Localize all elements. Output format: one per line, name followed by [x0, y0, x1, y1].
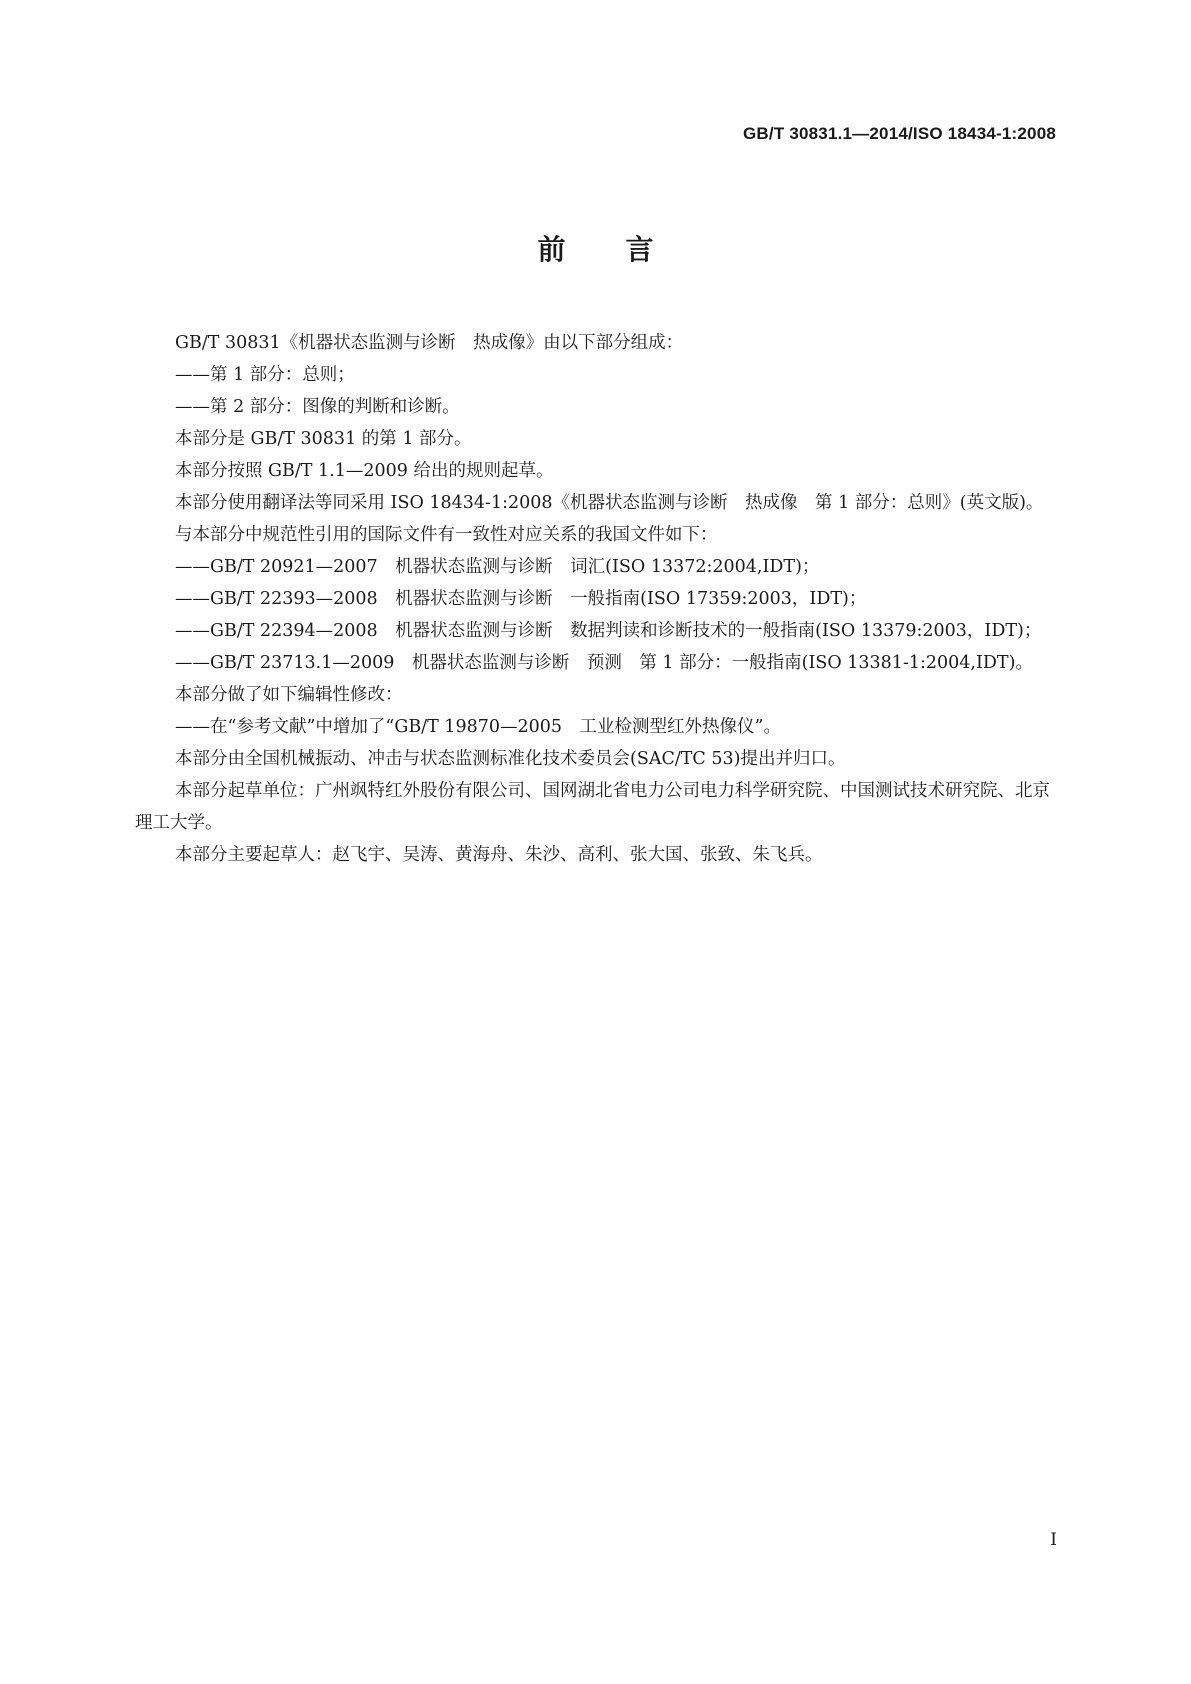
correspondence-item: ——GB/T 22394—2008 机器状态监测与诊断 数据判读和诊断技术的一般指南(ISO 13379:2003，IDT)；: [175, 621, 1042, 641]
correspondence-item: ——GB/T 22393—2008 机器状态监测与诊断 一般指南(ISO 17359:2003，IDT)；: [175, 589, 867, 609]
part-item: ——第 1 部分：总则；: [175, 365, 355, 385]
correspondence-item: ——GB/T 20921—2007 机器状态监测与诊断 词汇(ISO 13372:2004,IDT)；: [175, 557, 820, 577]
edit-item: ——在“参考文献”中增加了“GB/T 19870—2005 工业检测型红外热像仪”。: [175, 717, 781, 737]
drafting-rules-paragraph: 本部分按照 GB/T 1.1—2009 给出的规则起草。: [175, 461, 554, 481]
part-item: ——第 2 部分：图像的判断和诊断。: [175, 397, 460, 417]
edits-intro: 本部分做了如下编辑性修改：: [175, 685, 403, 705]
intro-paragraph: GB/T 30831《机器状态监测与诊断 热成像》由以下部分组成：: [175, 333, 684, 353]
standard-code: GB/T 30831.1—2014/ISO 18434-1:2008: [743, 124, 1056, 143]
page-number: I: [1050, 1530, 1057, 1550]
proposer-paragraph: 本部分由全国机械振动、冲击与状态监测标准化技术委员会(SAC/TC 53)提出并归口。: [175, 749, 846, 769]
page-title: 前言: [537, 233, 714, 266]
drafters-paragraph: 本部分主要起草人：赵飞宇、吴涛、黄海舟、朱沙、高利、张大国、张致、朱飞兵。: [175, 845, 823, 865]
correspondence-item: ——GB/T 23713.1—2009 机器状态监测与诊断 预测 第 1 部分：一般指南(ISO 13381-1:2004,IDT)。: [175, 653, 1033, 673]
this-part-paragraph: 本部分是 GB/T 30831 的第 1 部分。: [175, 429, 472, 449]
preface-body: [135, 327, 1059, 871]
drafting-units-paragraph: 本部分起草单位：广州飒特红外股份有限公司、国网湖北省电力公司电力科学研究院、中国测试技术研究院、北京理工大学。: [135, 781, 1050, 833]
translation-paragraph: 本部分使用翻译法等同采用 ISO 18434-1:2008《机器状态监测与诊断 热成像 第 1 部分：总则》(英文版)。: [175, 493, 1044, 513]
correspondence-intro: 与本部分中规范性引用的国际文件有一致性对应关系的我国文件如下：: [175, 525, 718, 545]
